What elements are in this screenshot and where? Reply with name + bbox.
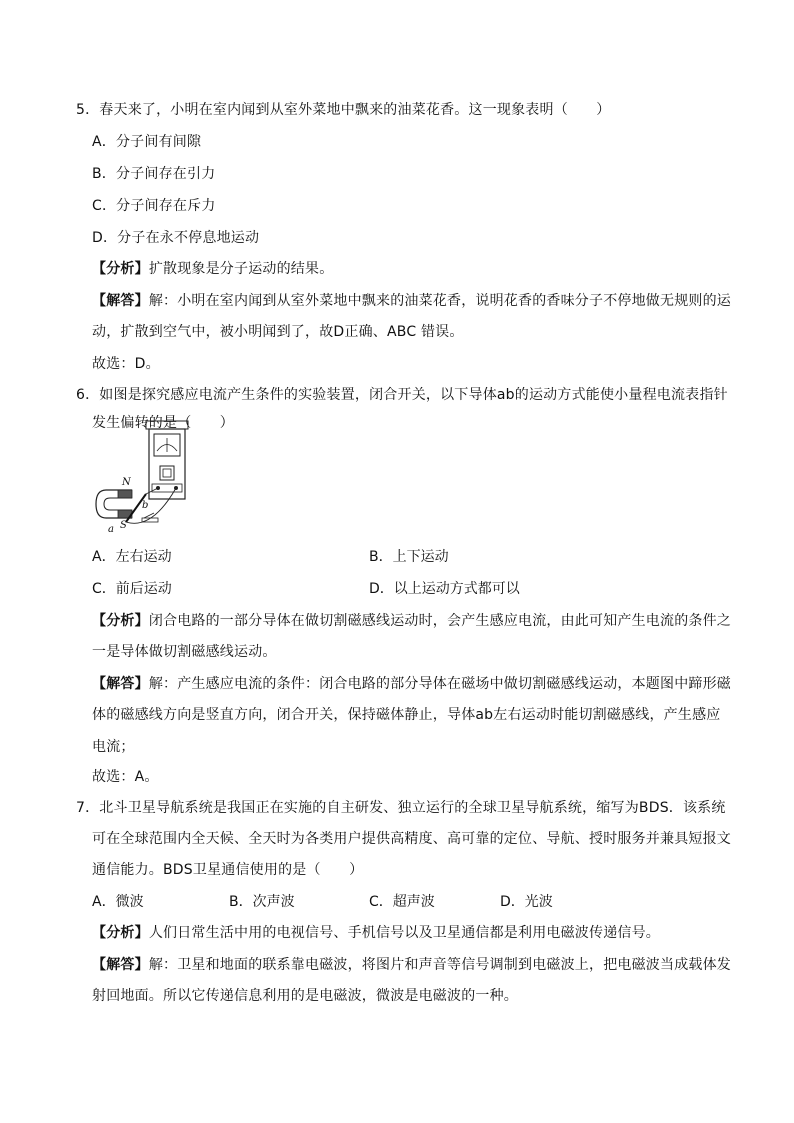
q5-option-c: C．分子间存在斥力	[92, 198, 216, 214]
q5-option-d: D．分子在永不停息地运动	[92, 230, 260, 246]
q6-answer-line-1	[92, 674, 731, 694]
q6-option-a: A．左右运动	[92, 549, 172, 565]
q6-option-c: C．前后运动	[92, 581, 172, 597]
horseshoe-magnet-icon	[96, 490, 132, 518]
q6-analysis-line-2: 一是导体做切割磁感线运动。	[92, 644, 277, 660]
analysis-text: 扩散现象是分子运动的结果。	[148, 261, 334, 277]
q7-option-b: B．次声波	[229, 894, 295, 910]
q7-answer-line-2: 射回地面。所以它传递信息利用的是电磁波，微波是电磁波的一种。	[92, 988, 518, 1004]
q7-option-c: C．超声波	[369, 894, 435, 910]
analysis-text: 闭合电路的一部分导体在做切割磁感线运动时，会产生感应电流，由此可知产生电流的条件之	[148, 613, 732, 629]
q5-option-a: A．分子间有间隙	[92, 134, 202, 150]
analysis-tag: 【分析】	[92, 261, 149, 277]
q6-stem-line-2: 发生偏转的是（ ）	[92, 415, 234, 431]
answer-tag: 【解答】	[92, 957, 149, 973]
q6-answer-line-3: 电流；	[92, 739, 135, 755]
galvanometer-icon	[146, 421, 188, 499]
answer-text: 解：小明在室内闻到从室外菜地中飘来的油菜花香，说明花香的香味分子不停地做无规则的运	[148, 293, 732, 309]
q5-stem: 5．春天来了，小明在室内闻到从室外菜地中飘来的油菜花香。这一现象表明（ ）	[76, 102, 611, 118]
analysis-tag: 【分析】	[92, 613, 149, 629]
analysis-tag: 【分析】	[92, 925, 149, 941]
q7-analysis	[92, 923, 660, 943]
figure-label-a: a	[108, 524, 114, 534]
figure-label-n: N	[122, 477, 131, 488]
q5-option-b: B．分子间存在引力	[92, 166, 216, 182]
q5-answer-line-1	[92, 291, 731, 311]
answer-tag: 【解答】	[92, 676, 149, 692]
induction-experiment-figure	[92, 418, 192, 534]
figure-label-b: b	[142, 500, 149, 511]
q6-answer-line-2: 体的磁感线方向是竖直方向，闭合开关，保持磁体静止，导体ab左右运动时能切割磁感线，产生感应	[92, 707, 721, 723]
q5-answer-line-2: 动，扩散到空气中，被小明闻到了，故D正确、ABC 错误。	[92, 324, 464, 340]
q6-option-b: B．上下运动	[369, 549, 449, 565]
figure-label-s: S	[120, 520, 127, 531]
q7-option-d: D．光波	[500, 894, 553, 910]
answer-text: 解：卫星和地面的联系靠电磁波，将图片和声音等信号调制到电磁波上，把电磁波当成载体发	[148, 957, 732, 973]
analysis-text: 人们日常生活中用的电视信号、手机信号以及卫星通信都是利用电磁波传递信号。	[148, 925, 661, 941]
q5-analysis	[92, 259, 333, 279]
q7-stem-line-2: 可在全球范围内全天候、全天时为各类用户提供高精度、高可靠的定位、导航、授时服务并兼具短报文	[92, 831, 731, 847]
q7-stem-line-3: 通信能力。BDS卫星通信使用的是（ ）	[92, 862, 364, 878]
q6-choice: 故选：A。	[92, 769, 159, 785]
q6-stem-line-1: 6．如图是探究感应电流产生条件的实验装置，闭合开关，以下导体ab的运动方式能使小量程电流表指针	[76, 387, 728, 403]
q7-option-a: A．微波	[92, 894, 144, 910]
answer-tag: 【解答】	[92, 293, 149, 309]
answer-text: 解：产生感应电流的条件：闭合电路的部分导体在磁场中做切割磁感线运动，本题图中蹄形磁	[148, 676, 732, 692]
q6-option-d: D．以上运动方式都可以	[369, 581, 520, 597]
q7-stem-line-1: 7．北斗卫星导航系统是我国正在实施的自主研发、独立运行的全球卫星导航系统，缩写为BDS．该系统	[76, 800, 726, 816]
q5-choice: 故选：D。	[92, 356, 160, 372]
q7-answer-line-1	[92, 955, 731, 975]
q6-analysis-line-1	[92, 611, 731, 631]
